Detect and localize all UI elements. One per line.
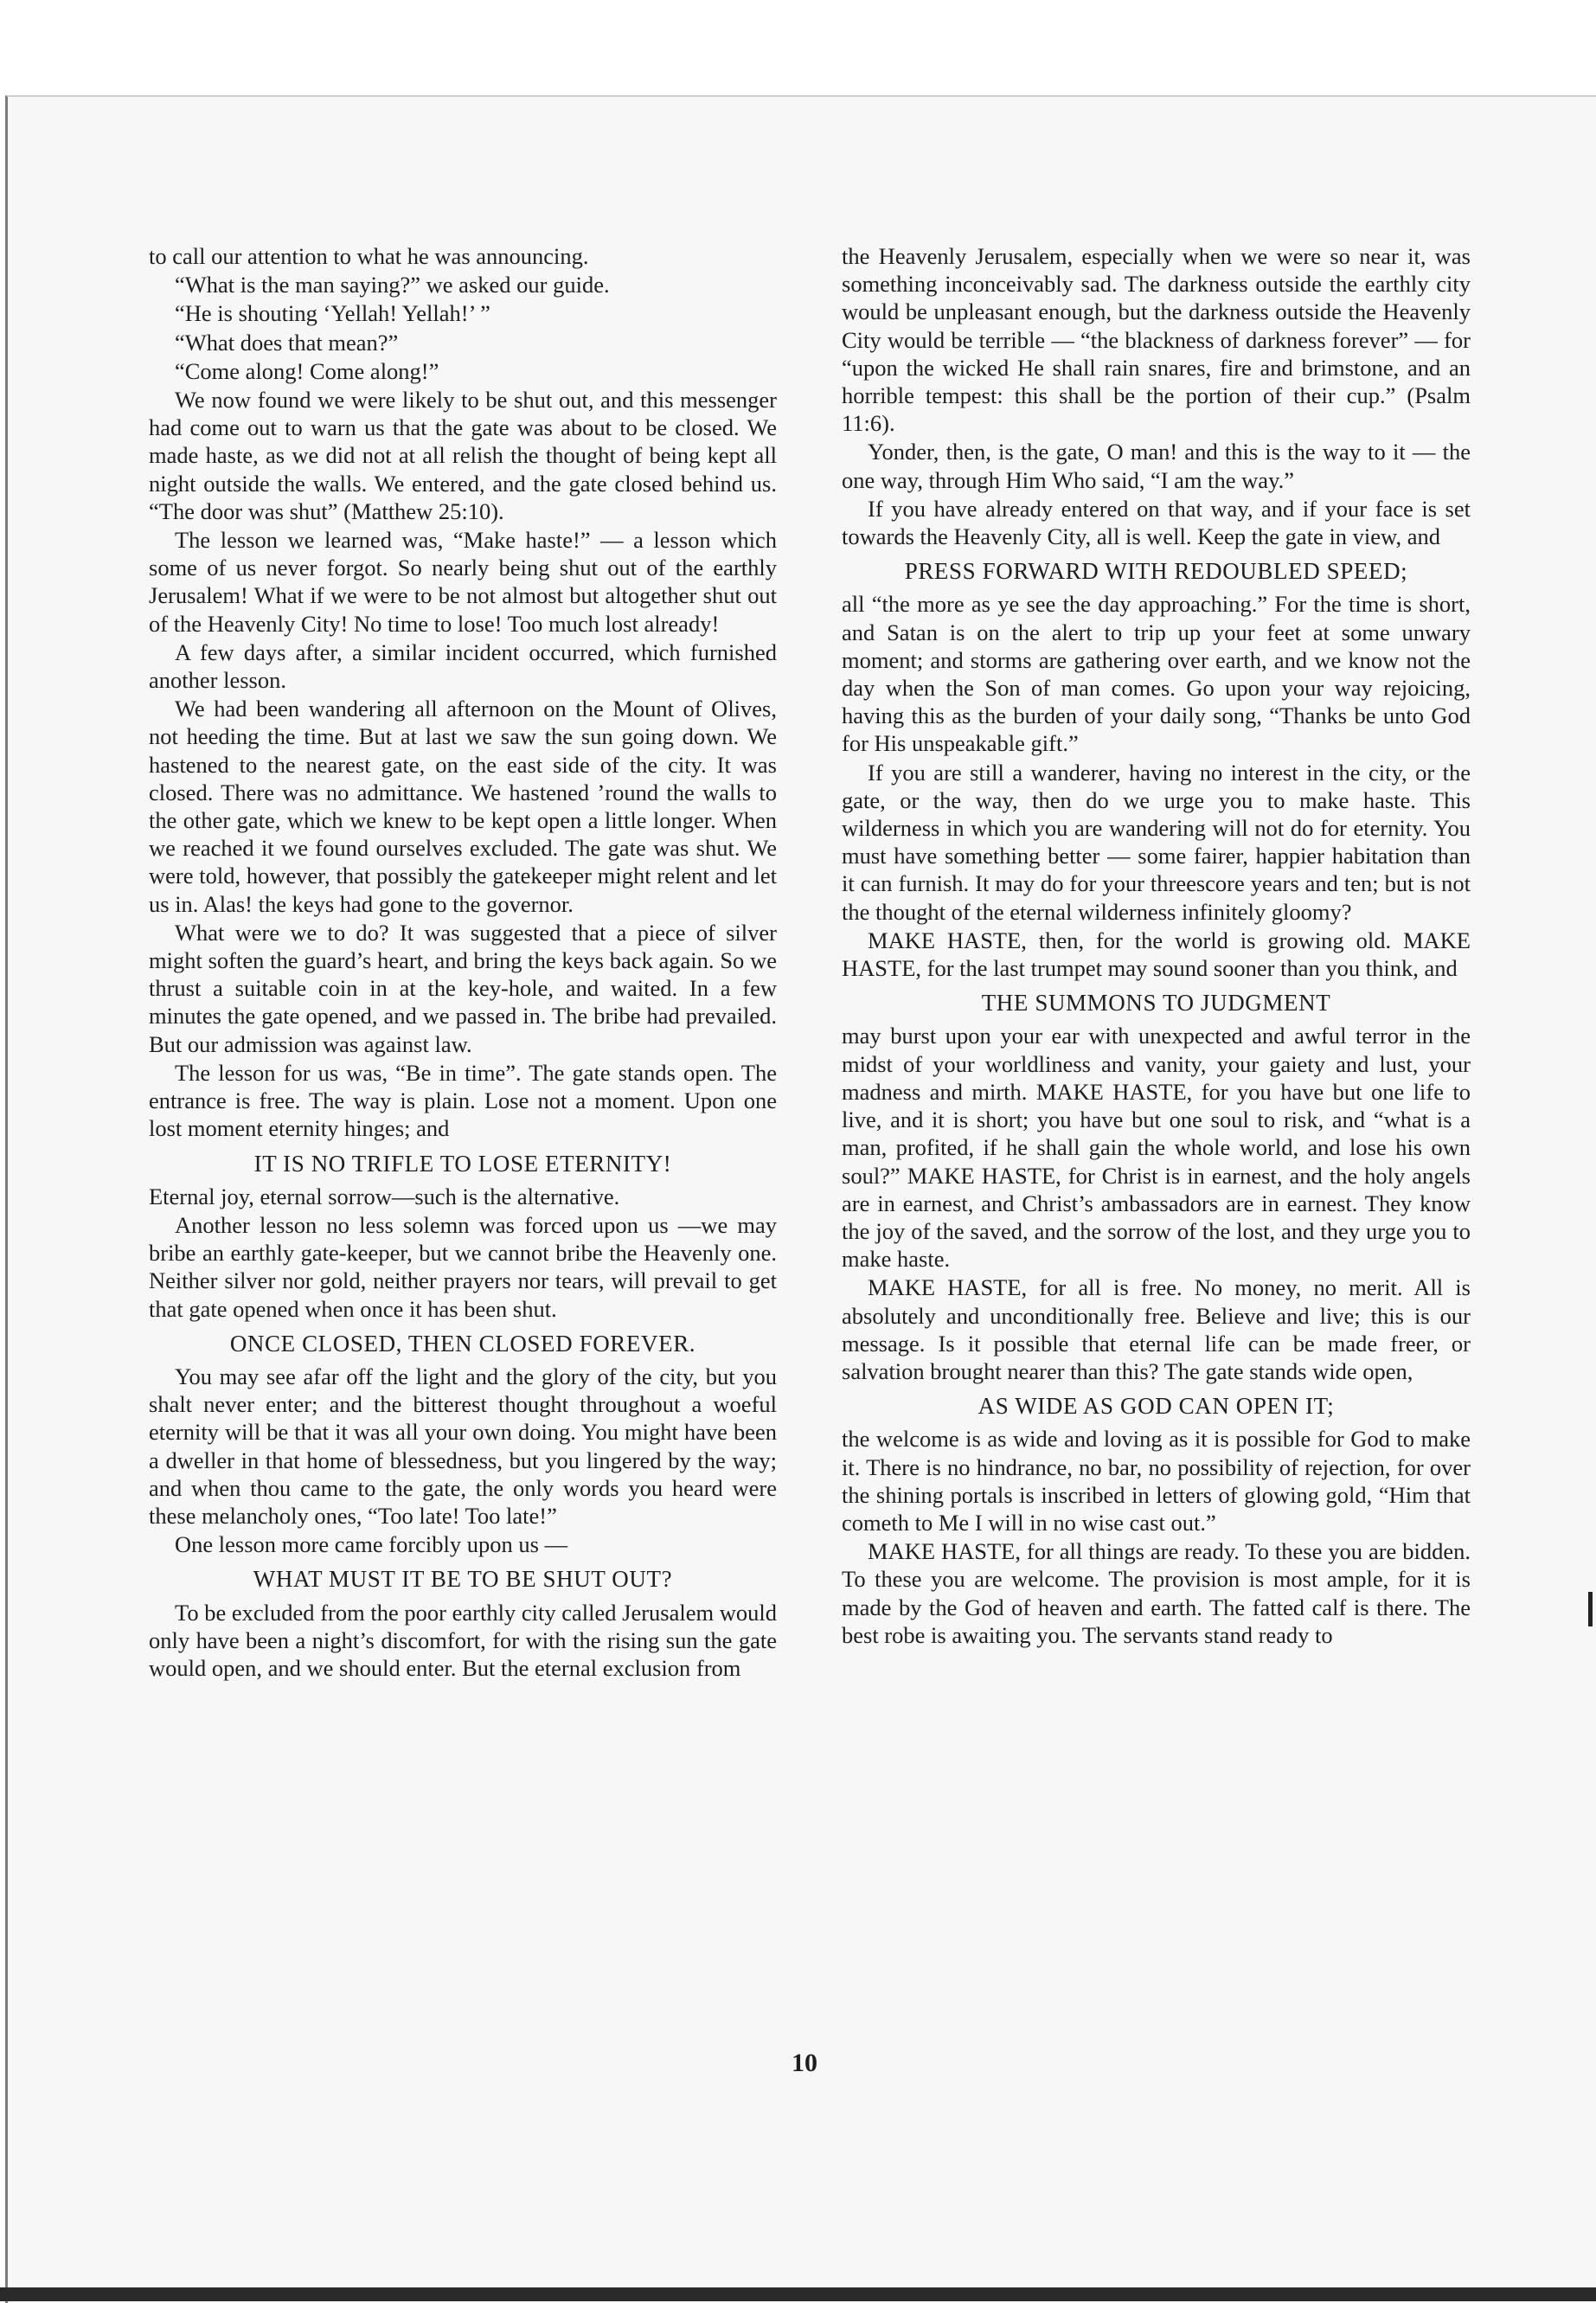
paragraph: Eternal joy, eternal sorrow—such is the alternative. — [149, 1183, 620, 1209]
paragraph: We now found we were likely to be shut out, and this messenger had come out to warn us that the gate was about to be closed. We made haste, as we did not at all relish the thought of being kept all night outside the walls. We entered, and the gate closed behind us. “The door was shut” (Matthew 25:10). — [149, 387, 777, 524]
paragraph: all “the more as ye see the day approaching.” For the time is short, and Satan is on the alert to trip up your feet at some unwary moment; and storms are gathering over earth, and we know not the day when the Son of man comes. Go upon your way rejoicing, having this as the burden of your daily song, “Thanks be unto God for His unspeakable gift.” — [842, 591, 1471, 757]
left-column — [149, 242, 777, 1683]
paragraph: to call our attention to what he was announcing. — [149, 243, 589, 269]
section-heading: PRESS FORWARD WITH REDOUBLED SPEED; — [904, 558, 1408, 585]
section-heading: IT IS NO TRIFLE TO LOSE ETERNITY! — [253, 1150, 672, 1177]
paragraph: MAKE HASTE, for all things are ready. To these you are bidden. To these you are welcome. The provision is most ample, for it is made by the God of heaven and earth. The fatted calf is there. The best robe is awaiting you. The servants stand ready to — [842, 1538, 1471, 1648]
paragraph: MAKE HASTE, for all is free. No money, no merit. All is absolutely and unconditionally free. Believe and live; this is our message. Is it possible that eternal life can be made freer, or salvation brought nearer than this? The gate stands wide open, — [842, 1274, 1471, 1384]
paragraph: may burst upon your ear with unexpected and awful terror in the midst of your worldliness and vanity, your gaiety and lust, your madness and mirth. MAKE HASTE, for you have but one life to live, and it is short; you have but one soul to risk, and “what is a man, profited, if he shall gain the whole world, and lose his own soul?” MAKE HASTE, for Christ is in earnest, and the holy angels are in earnest, and Christ’s ambassadors are in earnest. They know the joy of the saved, and the sorrow of the lost, and they urge you to make haste. — [842, 1023, 1471, 1273]
paragraph: The lesson for us was, “Be in time”. The gate stands open. The entrance is free. The way is plain. Lose not a moment. Upon one lost moment eternity hinges; and — [149, 1059, 777, 1142]
scan-bottom-edge — [0, 2287, 1596, 2301]
paragraph: The lesson we learned was, “Make haste!” — a lesson which some of us never forgot. So nearly being shut out of the earthly Jerusalem! What if we were to be not almost but altogether shut out of the Heavenly City! No time to lose! Too much lost already! — [149, 527, 777, 637]
paragraph: “What is the man saying?” we asked our guide. — [175, 272, 610, 298]
section-heading: THE SUMMONS TO JUDGMENT — [981, 990, 1331, 1017]
section-heading: ONCE CLOSED, THEN CLOSED FOREVER. — [229, 1330, 696, 1357]
paragraph: You may see afar off the light and the glory of the city, but you shalt never enter; and the bitterest thought throughout a woeful eternity will be that it was all your own doing. You might have been a dweller in that home of blessedness, but you lingered by the way; and when thou came to the gate, the only words you heard were these melancholy ones, “Too late! Too late!” — [149, 1363, 777, 1529]
section-heading: WHAT MUST IT BE TO BE SHUT OUT? — [253, 1566, 673, 1593]
paragraph: What were we to do? It was suggested that a piece of silver might soften the guard’s heart, and bring the keys back again. So we thrust a suitable coin in at the key-hole, and waited. In a few minutes the gate opened, and we passed in. The bribe had prevailed. But our admission was against law. — [149, 919, 777, 1057]
paragraph: If you have already entered on that way, and if your face is set towards the Heavenly City, all is well. Keep the gate in view, and — [842, 495, 1471, 550]
paragraph: A few days after, a similar incident occurred, which furnished another lesson. — [149, 638, 777, 694]
paragraph: MAKE HASTE, then, for the world is growing old. MAKE HASTE, for the last trumpet may sound sooner than you think, and — [842, 927, 1471, 982]
paragraph: “He is shouting ‘Yellah! Yellah!’ ” — [175, 300, 490, 327]
paragraph: If you are still a wanderer, having no interest in the city, or the gate, or the way, then do we urge you to make haste. This wilderness in which you are wandering will not do for eternity. You must have something better — some fairer, happier habitation than it can furnish. It may do for your threescore years and ten; but is not the thought of the eternal wilderness infinitely gloomy? — [842, 759, 1471, 925]
paragraph: “What does that mean?” — [175, 329, 399, 356]
paragraph: We had been wandering all afternoon on the Mount of Olives, not heeding the time. But at last we saw the sun going down. We hastened to the nearest gate, on the east side of the city. It was closed. There was no admittance. We hastened ’round the walls to the other gate, which we knew to be kept open a little longer. When we reached it we found ourselves excluded. The gate was shut. We were told, however, that possibly the gatekeeper might relent and let us in. Alas! the keys had gone to the governor. — [149, 696, 777, 917]
paragraph: “Come along! Come along!” — [175, 357, 439, 384]
margin-mark — [1588, 1592, 1593, 1626]
paragraph: Yonder, then, is the gate, O man! and this is the way to it — the one way, through Him Who said, “I am the way.” — [842, 439, 1471, 493]
right-column — [842, 242, 1471, 1650]
paragraph: the Heavenly Jerusalem, especially when we were so near it, was something inconceivably sad. The darkness outside the earthly city would be unpleasant enough, but the darkness outside the Heavenly City would be terrible — “the blackness of darkness forever” — for “upon the wicked He shall rain snares, fire and brimstone, and an horrible tempest: this shall be the portion of their cup.” (Psalm 11:6). — [842, 243, 1471, 437]
section-heading: AS WIDE AS GOD CAN OPEN IT; — [977, 1393, 1335, 1420]
paragraph: To be excluded from the poor earthly city called Jerusalem would only have been a night’s discomfort, for with the rising sun the gate would open, and we should enter. But the eternal exclusion from — [149, 1599, 777, 1681]
paragraph: One lesson more came forcibly upon us — — [175, 1531, 568, 1558]
page-number: 10 — [792, 2049, 817, 2077]
paragraph: Another lesson no less solemn was forced upon us —we may bribe an earthly gate-keeper, but we cannot bribe the Heavenly one. Neither silver nor gold, neither prayers nor tears, will prevail to get that gate opened when once it has been shut. — [149, 1211, 777, 1322]
paragraph: the welcome is as wide and loving as it is possible for God to make it. There is no hindrance, no bar, no possibility of rejection, for over the shining portals is inscribed in letters of glowing gold, “Him that cometh to Me I will in no wise cast out.” — [842, 1426, 1471, 1536]
